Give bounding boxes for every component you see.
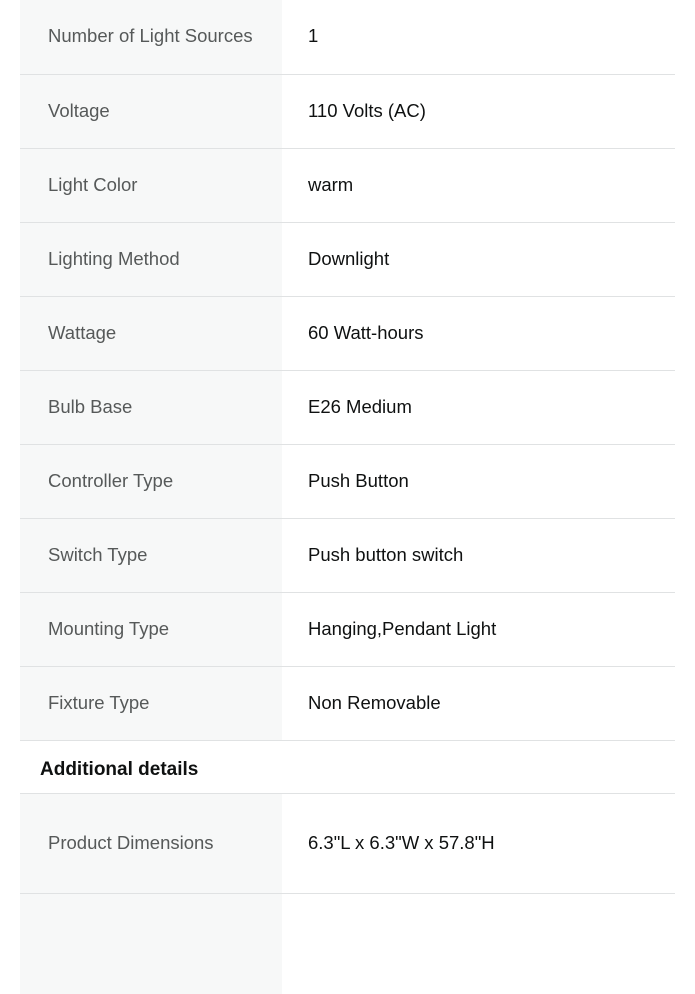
table-row (20, 0, 675, 74)
table-row (20, 444, 675, 518)
spec-value: Hanging,Pendant Light (282, 592, 675, 666)
spec-value: Non Removable (282, 666, 675, 740)
spec-label: Number of Light Sources (20, 0, 282, 74)
table-row (20, 296, 675, 370)
table-row (20, 518, 675, 592)
spec-label-partial (20, 894, 282, 994)
spec-value: 110 Volts (AC) (282, 74, 675, 148)
spec-label: Switch Type (20, 518, 282, 592)
product-specs-body (20, 0, 675, 740)
spec-value-partial (282, 894, 675, 994)
spec-value: Push Button (282, 444, 675, 518)
spec-value: E26 Medium (282, 370, 675, 444)
spec-label: Fixture Type (20, 666, 282, 740)
product-specs-table (20, 0, 675, 741)
additional-details-table (20, 794, 675, 994)
spec-label: Mounting Type (20, 592, 282, 666)
spec-label: Wattage (20, 296, 282, 370)
spec-label: Bulb Base (20, 370, 282, 444)
additional-details-heading: Additional details (20, 741, 675, 794)
table-row (20, 74, 675, 148)
spec-label: Light Color (20, 148, 282, 222)
table-row (20, 592, 675, 666)
table-row-partial (20, 894, 675, 994)
spec-value: 6.3"L x 6.3"W x 57.8"H (282, 794, 675, 894)
spec-value: 1 (282, 0, 675, 74)
spec-value: Push button switch (282, 518, 675, 592)
spec-label: Voltage (20, 74, 282, 148)
spec-value: Downlight (282, 222, 675, 296)
table-row (20, 794, 675, 894)
spec-label: Controller Type (20, 444, 282, 518)
table-row (20, 222, 675, 296)
spec-label: Lighting Method (20, 222, 282, 296)
spec-value: 60 Watt-hours (282, 296, 675, 370)
table-row (20, 148, 675, 222)
table-row (20, 666, 675, 740)
additional-details-body (20, 794, 675, 994)
spec-value: warm (282, 148, 675, 222)
spec-label: Product Dimensions (20, 794, 282, 894)
table-row (20, 370, 675, 444)
